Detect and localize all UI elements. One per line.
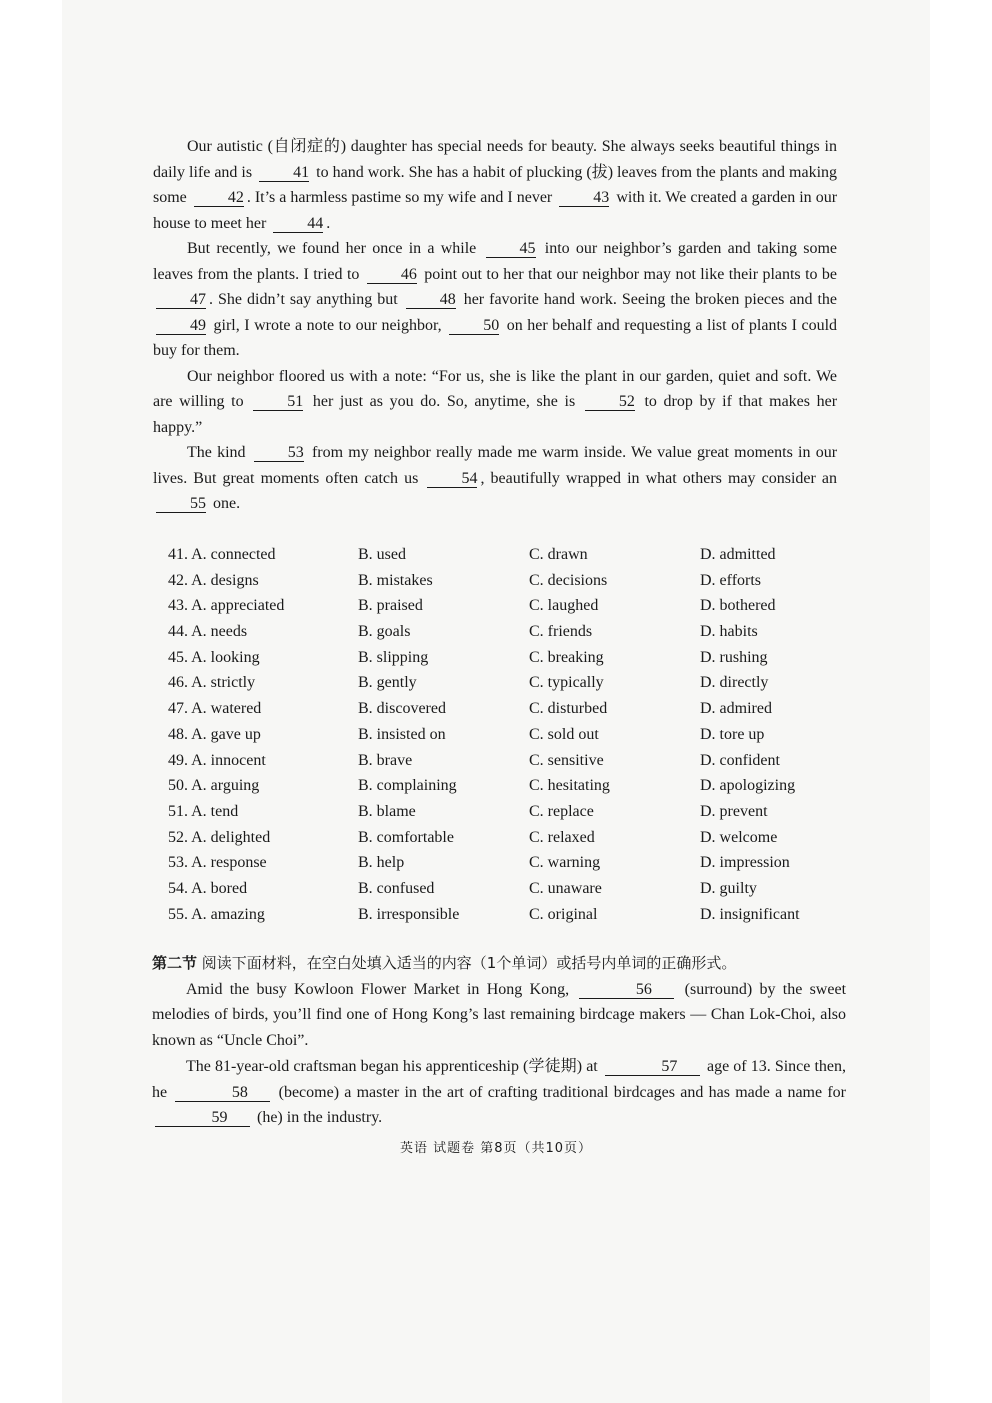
option-c: C. decisions — [529, 571, 608, 589]
option-d: D. admired — [700, 700, 772, 718]
passage-text: Amid the busy Kowloon Flower Market in Hong Kong, — [186, 980, 570, 998]
option-a: 44. A. needs — [168, 623, 248, 641]
option-c: C. replace — [529, 802, 594, 820]
passage-text: to hand work. She has a habit of plucking (拔) leaves from the plants and making some — [153, 163, 838, 206]
option-b: B. insisted on — [358, 725, 446, 743]
answer-blank-47: 47 — [156, 291, 206, 309]
answer-blank-57: 57 — [605, 1058, 700, 1076]
answer-blank-54: 54 — [427, 470, 477, 488]
section-heading — [152, 951, 846, 977]
option-row — [168, 593, 848, 619]
passage-text: , beautifully wrapped in what others may consider an — [480, 469, 838, 487]
option-a: 51. A. tend — [168, 802, 239, 820]
passage-paragraph-3 — [153, 364, 837, 441]
option-b: B. comfortable — [358, 828, 454, 846]
option-c: C. typically — [529, 674, 604, 692]
option-c: C. unaware — [529, 879, 602, 897]
option-d: D. rushing — [700, 648, 768, 666]
option-d: D. guilty — [700, 879, 757, 897]
section-instructions: 阅读下面材料，在空白处填入适当的内容（1个单词）或括号内单词的正确形式。 — [201, 954, 737, 972]
answer-blank-44: 44 — [273, 215, 323, 233]
option-row — [168, 722, 848, 748]
option-row — [168, 748, 848, 774]
passage-text: into our neighbor’s garden and taking some leaves from the plants. I tried to — [153, 240, 838, 283]
option-b: B. irresponsible — [358, 905, 460, 923]
passage-text: The kind — [187, 444, 246, 461]
answer-blank-59: 59 — [155, 1109, 250, 1127]
passage-paragraph-4 — [153, 440, 837, 517]
passage-text: Our neighbor floored us with a note: “For us, she is like the plant in our garden, quiet and soft. We are willing to — [153, 367, 837, 410]
option-d: D. impression — [700, 854, 790, 872]
section-number: 第二节 — [152, 954, 198, 972]
answer-blank-51: 51 — [253, 393, 303, 411]
option-b: B. discovered — [358, 700, 446, 718]
option-a: 50. A. arguing — [168, 777, 260, 795]
passage-text: from my neighbor really made me warm inside. We value great moments in our lives. But great moments often catch us — [153, 444, 838, 487]
option-b: B. slipping — [358, 648, 429, 666]
option-row — [168, 876, 848, 902]
option-c: C. disturbed — [529, 700, 608, 718]
option-b: B. praised — [358, 597, 423, 615]
option-c: C. breaking — [529, 648, 604, 666]
answer-blank-50: 50 — [449, 317, 499, 335]
option-c: C. sold out — [529, 725, 599, 743]
option-d: D. directly — [700, 674, 769, 692]
option-row — [168, 645, 848, 671]
answer-blank-41: 41 — [259, 164, 309, 182]
option-d: D. confident — [700, 751, 780, 769]
passage-text: her favorite hand work. Seeing the broken pieces and the — [463, 291, 838, 308]
option-c: C. warning — [529, 854, 601, 872]
option-d: D. admitted — [700, 546, 776, 563]
passage-text: Our autistic (自闭症的) daughter has special needs for beauty. She always seeks beautiful things in daily life and is — [153, 138, 837, 181]
option-a: 54. A. bored — [168, 879, 248, 897]
option-b: B. blame — [358, 802, 416, 820]
option-a: 53. A. response — [168, 854, 267, 872]
answer-blank-48: 48 — [406, 291, 456, 309]
passage-paragraph-2 — [153, 236, 837, 364]
passage-paragraph-1 — [153, 134, 837, 236]
option-a: 41. A. connected — [168, 546, 276, 563]
option-a: 48. A. gave up — [168, 725, 261, 743]
passage-text: But recently, we found her once in a while — [187, 240, 477, 257]
option-b: B. mistakes — [358, 571, 433, 589]
option-row — [168, 619, 848, 645]
option-row — [168, 825, 848, 851]
option-b: B. brave — [358, 751, 413, 769]
answer-blank-45: 45 — [486, 240, 536, 258]
passage-text: . It’s a harmless pastime so my wife and I never — [246, 189, 553, 206]
option-row — [168, 670, 848, 696]
answer-blank-43: 43 — [559, 189, 609, 207]
option-b: B. confused — [358, 879, 435, 897]
option-row — [168, 568, 848, 594]
option-row — [168, 542, 848, 568]
passage-text: The 81-year-old craftsman began his apprenticeship (学徒期) at — [186, 1057, 598, 1075]
option-a: 52. A. delighted — [168, 828, 271, 846]
option-b: B. complaining — [358, 777, 457, 795]
option-c: C. friends — [529, 623, 593, 641]
passage-text: girl, I wrote a note to our neighbor, — [213, 316, 442, 334]
option-row — [168, 850, 848, 876]
section-two — [152, 951, 846, 1131]
passage-text: . — [326, 214, 331, 232]
option-d: D. bothered — [700, 597, 776, 615]
option-a: 49. A. innocent — [168, 751, 266, 769]
passage-text: age of 13. Since then, he — [152, 1057, 847, 1101]
option-c: C. drawn — [529, 546, 588, 563]
option-a: 43. A. appreciated — [168, 597, 285, 615]
option-c: C. laughed — [529, 597, 599, 615]
cloze-passage — [153, 134, 837, 517]
option-row — [168, 696, 848, 722]
option-b: B. goals — [358, 623, 411, 641]
passage-text: one. — [213, 495, 241, 512]
passage-text: . She didn’t say anything but — [209, 291, 398, 308]
option-row — [168, 799, 848, 825]
option-b: B. used — [358, 546, 406, 563]
option-c: C. sensitive — [529, 751, 604, 769]
section2-paragraph-1 — [152, 977, 846, 1054]
answer-blank-58: 58 — [175, 1084, 270, 1102]
passage-text: with it. We created a garden in our house to meet her — [153, 189, 838, 232]
option-c: C. original — [529, 905, 598, 923]
page-footer: 英语 试题卷 第8页（共10页） — [399, 1141, 593, 1156]
option-a: 55. A. amazing — [168, 905, 265, 923]
passage-text: point out to her that our neighbor may not like their plants to be — [424, 265, 838, 283]
option-d: D. habits — [700, 623, 758, 641]
option-c: C. hesitating — [529, 777, 610, 795]
option-d: D. efforts — [700, 571, 762, 589]
section2-paragraph-2 — [152, 1054, 846, 1131]
option-b: B. gently — [358, 674, 417, 692]
option-b: B. help — [358, 854, 405, 872]
option-d: D. apologizing — [700, 777, 796, 795]
option-d: D. tore up — [700, 725, 765, 743]
answer-blank-42: 42 — [194, 189, 244, 207]
option-d: D. insignificant — [700, 905, 800, 923]
option-a: 42. A. designs — [168, 571, 259, 589]
answer-blank-56: 56 — [579, 981, 674, 999]
option-row — [168, 902, 848, 928]
option-c: C. relaxed — [529, 828, 595, 846]
option-a: 45. A. looking — [168, 648, 260, 666]
option-a: 46. A. strictly — [168, 674, 256, 692]
answer-options-table — [168, 542, 848, 927]
passage-text: (become) a master in the art of crafting traditional birdcages and has made a name for — [278, 1083, 846, 1101]
option-d: D. prevent — [700, 802, 768, 820]
passage-text: her just as you do. So, anytime, she is — [312, 393, 576, 410]
answer-blank-52: 52 — [585, 393, 635, 411]
answer-blank-55: 55 — [156, 495, 206, 513]
answer-blank-46: 46 — [367, 266, 417, 284]
option-row — [168, 773, 848, 799]
answer-blank-53: 53 — [254, 444, 304, 462]
option-d: D. welcome — [700, 828, 778, 846]
option-a: 47. A. watered — [168, 700, 262, 718]
passage-text: on her behalf and requesting a list of plants I could buy for them. — [153, 316, 838, 359]
answer-blank-49: 49 — [156, 317, 206, 335]
passage-text: to drop by if that makes her happy.” — [153, 393, 838, 436]
passage-text: (surround) by the sweet melodies of birds, you’ll find one of Hong Kong’s last remaining birdcage makers — Chan Lok-Choi, also known as “Uncle Choi”. — [152, 980, 847, 1050]
passage-text: (he) in the industry. — [257, 1109, 383, 1127]
